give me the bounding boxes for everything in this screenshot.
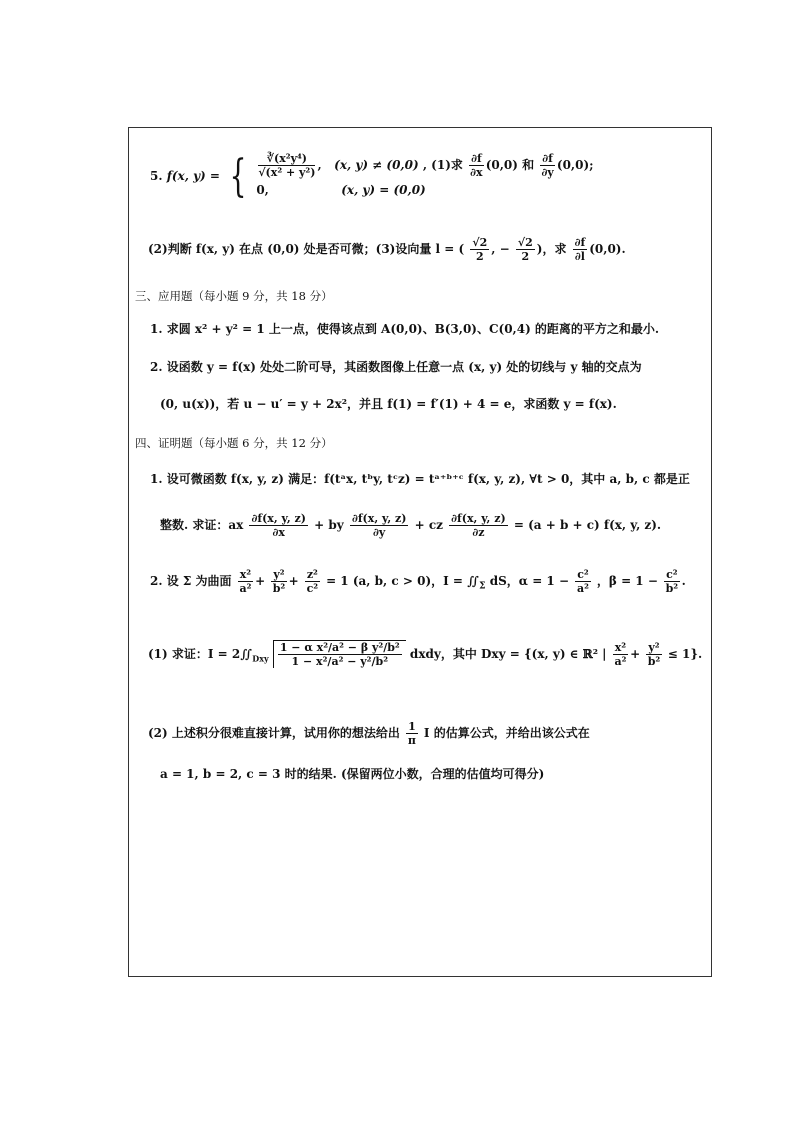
s4-q2-beta: ，β = 1 −: [596, 574, 658, 588]
pfy-den: ∂y: [541, 166, 554, 179]
s4-q2-line: 2. 设 Σ 为曲面 $\frac{\text{x²}}{\text{a²}}$ + $\frac{\text{y²}}{\text{b²}}$ + $\frac{\text{z²}}{\text{c²}}$ = 1 (a, b, c > 0)，$I = ∬_\Sigma$ dS，α = 1 − $\frac{\text{c²}}{\text{a²}}$ ，β = 1 − $\frac{\text{c²}}{\text{b²}}$ .: [150, 568, 686, 595]
frac-y2b2: [271, 568, 286, 595]
pfx-num: ∂f: [471, 152, 482, 165]
s3-q2-line2: (0, u(x))，若 u − u′ = y + 2x²，并且 f(1) = f′(1) + 4 = e，求函数 y = f(x).: [160, 397, 617, 411]
y2: y²: [273, 568, 285, 581]
pi: π: [407, 734, 416, 747]
fx-num: ∂f(x, y, z): [251, 512, 306, 525]
sqrt-den: 1 − x²/a² − y²/b²: [291, 655, 389, 668]
q5-function-lhs: f(x, y) =: [166, 169, 220, 183]
frac-c2b2: [664, 568, 680, 595]
s4-q2-part1: (1) 求证：$I = 2∬_{Dxy}$ $\frac{\text{1 − α x²/a² − β y²/b²}}{\text{1 − x²/a² − y²/b²}}$ dxdy，其中 Dxy = {(x, y) ∈ ℝ² | $\frac{\text{x²}}{\text{a²}}$ + $\frac{\text{y²}}{\text{b²}}$ ≤ 1}.: [148, 641, 703, 668]
s4-q2-part2-line1: [148, 720, 590, 747]
plus-cz: + cz: [414, 518, 443, 532]
l-y-fraction: [516, 236, 535, 263]
frac-z2c2: [305, 568, 320, 595]
case1-numerator: ∛(x²y⁴): [258, 152, 315, 166]
sqrt-num: 1 − α x²/a² − β y²/b²: [279, 641, 400, 654]
pf-py-fraction: [540, 152, 555, 179]
case2-condition: (x, y) = (0,0): [341, 183, 426, 197]
q5-label: 5.: [150, 169, 163, 183]
s4-q2-end: .: [681, 574, 686, 588]
x2: x²: [239, 568, 252, 581]
case1-denominator: √(x² + y²): [258, 166, 316, 179]
p2-prefix: (2) 上述积分很难直接计算，试用你的想法给出: [148, 726, 400, 740]
s3-q1: 1. 求圆 x² + y² = 1 上一点，使得该点到 A(0,0)、B(3,0)、C(0,4) 的距离的平方之和最小.: [150, 322, 660, 336]
a2: a²: [239, 582, 252, 595]
q5-part2: (2)判断 f(x, y) 在点 (0,0) 处是否可微；(3)设向量 l = (: [148, 242, 465, 256]
p2-suffix: I 的估算公式，并给出该公式在: [423, 726, 590, 740]
ly-num: √2: [517, 236, 533, 249]
pf-pl-fraction: [573, 236, 588, 263]
frac-x2a2: [238, 568, 253, 595]
q5-pt: (0,0) 和: [485, 158, 535, 172]
sqrt-fraction: [278, 641, 402, 668]
a2b: a²: [577, 582, 589, 595]
l-x-fraction: [470, 236, 489, 263]
pf-y-fraction: [350, 512, 408, 539]
dxy-sub: Dxy: [252, 653, 269, 664]
case-brace: {: [229, 150, 247, 202]
frac-x2a2-b: [613, 641, 628, 668]
b2: b²: [272, 582, 286, 595]
c2b: c²: [666, 568, 678, 581]
s4-q1-line1: 1. 设可微函数 f(x, y, z) 满足：f(tᵃx, tᵇy, tᶜz) = tᵃ⁺ᵇ⁺ᶜ f(x, y, z), ∀t > 0，其中 a, b, c 都是正: [150, 472, 690, 486]
p1-end: ≤ 1}.: [667, 647, 703, 661]
section3-title: 三、应用题（每小题 9 分，共 18 分）: [135, 289, 333, 303]
c2a: c²: [577, 568, 589, 581]
fz-num: ∂f(x, y, z): [451, 512, 506, 525]
q5-ptb: (0,0);: [556, 158, 594, 172]
q5-ptc: (0,0).: [589, 242, 626, 256]
s4-q2-prefix: 2. 设 Σ 为曲面: [150, 574, 232, 588]
s3-q2-line1: 2. 设函数 y = f(x) 处处二阶可导，其函数图像上任意一点 (x, y) 处的切线与 y 轴的交点为: [150, 360, 642, 374]
q5-part1: , (1)求: [422, 158, 463, 172]
case1-condition: (x, y) ≠ (0,0): [334, 158, 419, 172]
p1-mid: dxdy，其中 Dxy = {(x, y) ∈ ℝ² |: [409, 647, 607, 661]
q5-parts-2-3: [148, 236, 626, 263]
plus-by: + by: [314, 518, 344, 532]
frac-c2a2: [575, 568, 591, 595]
pf-px-fraction: [469, 152, 484, 179]
lx-num: √2: [472, 236, 488, 249]
frac-y2b2-b: [646, 641, 661, 668]
piecewise-cases: [256, 152, 593, 201]
pfl-num: ∂f: [574, 236, 586, 249]
q5-definition: [150, 152, 594, 201]
pf-x-fraction: [249, 512, 307, 539]
case-2: [256, 179, 593, 201]
sigma-sub: Σ: [479, 581, 486, 592]
z2: z²: [306, 568, 318, 581]
fx-den: ∂x: [272, 526, 285, 539]
sqrt-expression: [273, 640, 406, 668]
pfx-den: ∂x: [470, 166, 483, 179]
s4-q2-part2-line2: a = 1, b = 2, c = 3 时的结果. (保留两位小数，合理的估值均可得分): [160, 767, 545, 781]
a2c: a²: [614, 655, 627, 668]
p1-prefix: (1) 求证：I = 2∬: [148, 647, 253, 661]
s4-q2-ds: dS，α = 1 −: [489, 574, 570, 588]
case2-value: 0,: [256, 183, 269, 197]
ly-den: 2: [521, 250, 530, 263]
one: 1: [408, 720, 416, 733]
fz-den: ∂z: [472, 526, 485, 539]
fy-num: ∂f(x, y, z): [351, 512, 407, 525]
b2b: b²: [665, 582, 679, 595]
pfy-num: ∂f: [542, 152, 553, 165]
c2: c²: [306, 582, 319, 595]
s4-q1-prefix: 整数. 求证：ax: [160, 518, 244, 532]
s4-q2-eq: = 1 (a, b, c > 0)，I = ∬: [326, 574, 480, 588]
s4-q1-rhs: = (a + b + c) f(x, y, z).: [513, 518, 662, 532]
x2b: x²: [614, 641, 627, 654]
y2b: y²: [648, 641, 660, 654]
case-1: $\frac{\text{∛(x²y⁴)}}{\text{√(x² + y²)}}$ , (x, y) ≠ (0,0) , (1)求 $\frac{\partial f}{\partial x}$ (0,0) 和 $\frac{\partial f}{\partial y}$ (0,0);: [258, 152, 594, 179]
s4-q1-line2: [160, 512, 661, 539]
q5-part3: )，求: [536, 242, 567, 256]
pf-z-fraction: [449, 512, 507, 539]
pfl-den: ∂l: [574, 250, 585, 263]
case1-fraction: [258, 152, 315, 179]
one-over-pi: [406, 720, 418, 747]
section4-title: 四、证明题（每小题 6 分，共 12 分）: [135, 436, 333, 450]
lx-den: 2: [475, 250, 484, 263]
fy-den: ∂y: [373, 526, 386, 539]
b2c: b²: [647, 655, 661, 668]
comma-neg: , −: [491, 242, 510, 256]
